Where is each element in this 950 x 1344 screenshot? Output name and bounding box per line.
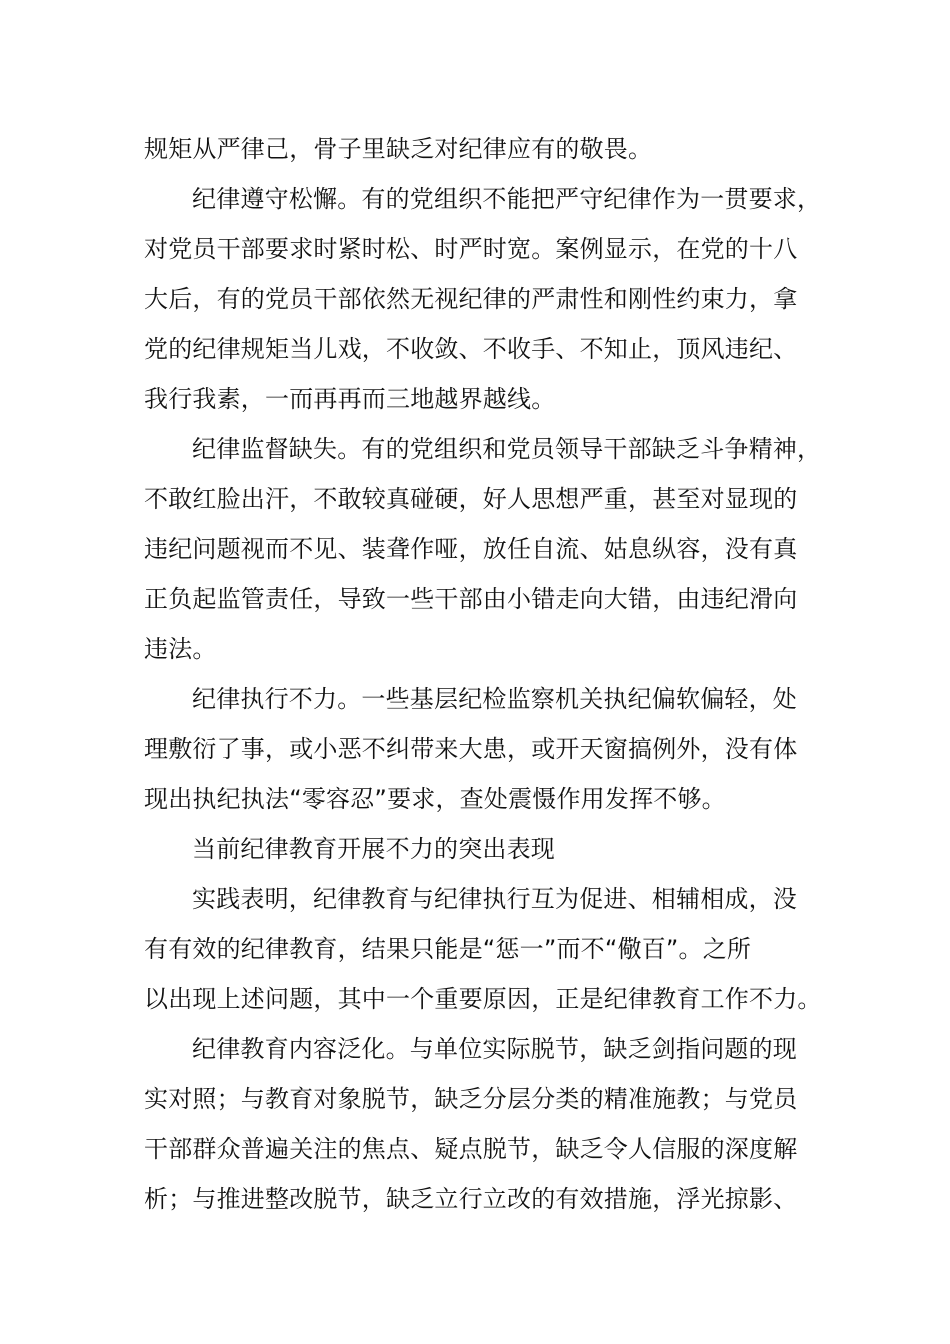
document-body [144,124,824,1224]
text-line: 党的纪律规矩当儿戏，不收敛、不收手、不知止，顶风违纪、 [144,335,798,363]
text-line: 违纪问题视而不见、装聋作哑，放任自流、姑息纵容，没有真 [144,535,798,563]
text-line: 析；与推进整改脱节，缺乏立行立改的有效措施，浮光掠影、 [144,1185,798,1213]
text-line: 违法。 [144,635,217,663]
text-line: 不敢红脸出汗，不敢较真碰硬，好人思想严重，甚至对显现的 [144,485,798,513]
text-line: 实对照；与教育对象脱节，缺乏分层分类的精准施教；与党员 [144,1085,798,1113]
text-line: 规矩从严律己，骨子里缺乏对纪律应有的敬畏。 [144,135,653,163]
text-line: 纪律遵守松懈。有的党组织不能把严守纪律作为一贯要求， [192,185,822,213]
text-line: 大后，有的党员干部依然无视纪律的严肃性和刚性约束力，拿 [144,285,798,313]
text-line: 纪律执行不力。一些基层纪检监察机关执纪偏软偏轻，处 [192,685,797,713]
text-line: 实践表明，纪律教育与纪律执行互为促进、相辅相成，没 [192,885,797,913]
text-line: 正负起监管责任，导致一些干部由小错走向大错，由违纪滑向 [144,585,798,613]
text-line: 以出现上述问题，其中一个重要原因，正是纪律教育工作不力。 [144,985,822,1013]
text-line: 现出执纪执法“零容忍”要求，查处震慑作用发挥不够。 [144,785,726,813]
text-line: 纪律教育内容泛化。与单位实际脱节，缺乏剑指问题的现 [192,1035,797,1063]
text-line: 对党员干部要求时紧时松、时严时宽。案例显示，在党的十八 [144,235,798,263]
text-line: 干部群众普遍关注的焦点、疑点脱节，缺乏令人信服的深度解 [144,1135,798,1163]
section-heading: 当前纪律教育开展不力的突出表现 [192,835,555,863]
text-line: 有有效的纪律教育，结果只能是“惩一”而不“儆百”。之所 [144,935,752,963]
text-line: 我行我素，一而再再而三地越界越线。 [144,385,556,413]
text-line: 纪律监督缺失。有的党组织和党员领导干部缺乏斗争精神， [192,435,822,463]
text-line: 理敷衍了事，或小恶不纠带来大患，或开天窗搞例外，没有体 [144,735,798,763]
